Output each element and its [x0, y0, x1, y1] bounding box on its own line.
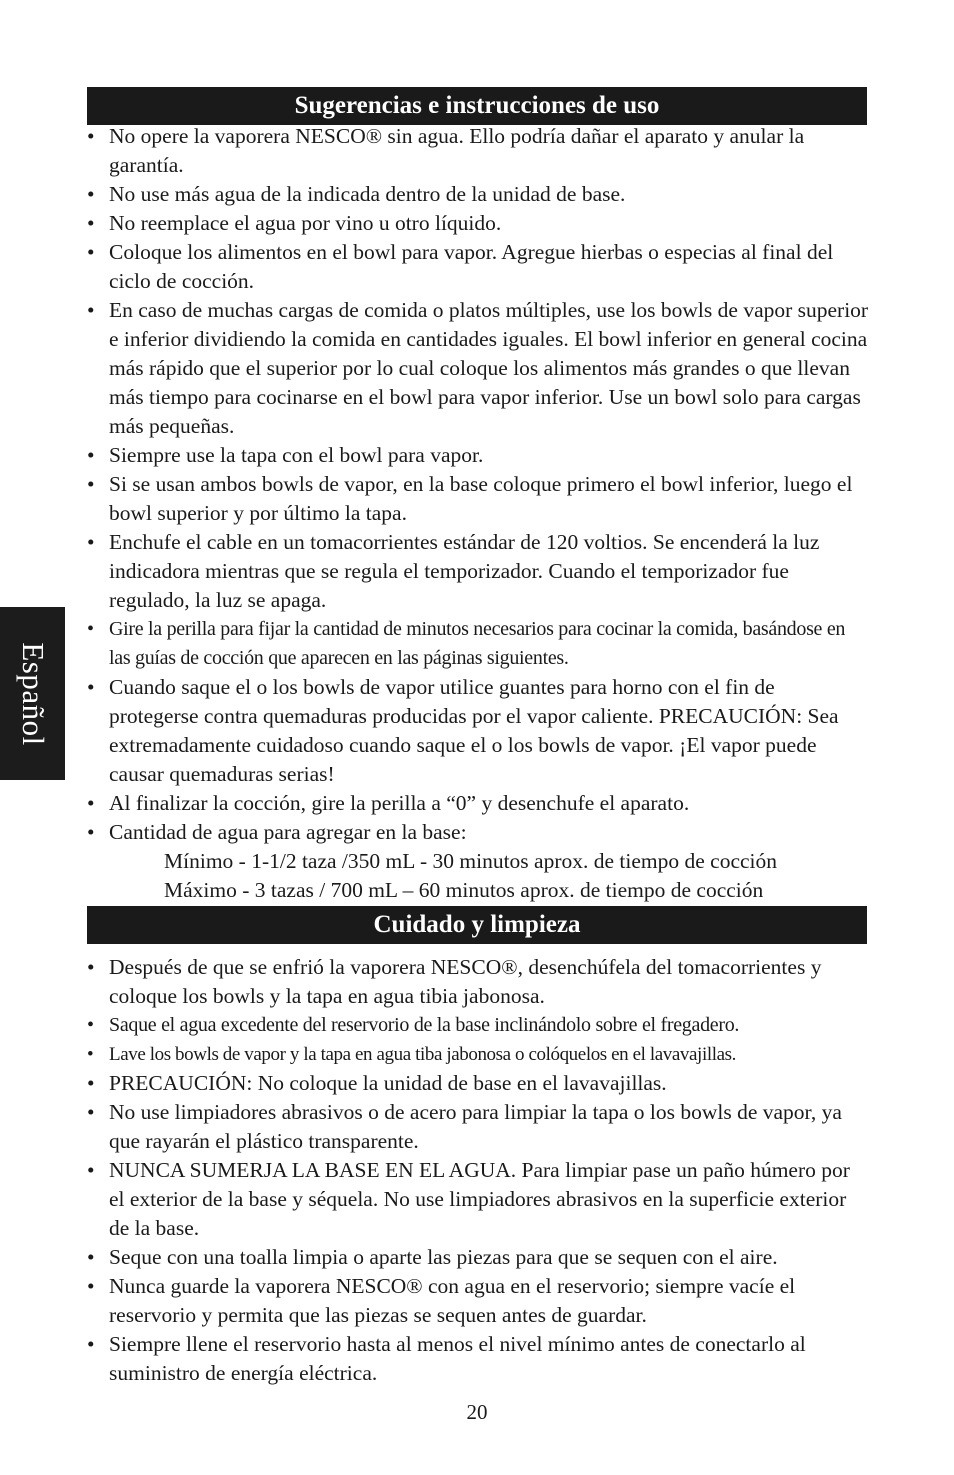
list-item: • Siempre llene el reservorio hasta al menos el nivel mínimo antes de conectarlo al suministro de energía eléctrica.	[87, 1330, 869, 1388]
list-item: • NUNCA SUMERJA LA BASE EN EL AGUA. Para limpiar pase un paño húmero por el exterior de la base y séquela. No use limpiadores abrasivos en la superficie exterior de la base.	[87, 1156, 869, 1243]
section-heading-care: Cuidado y limpieza	[87, 906, 867, 944]
list-item: • No use más agua de la indicada dentro de la unidad de base.	[87, 180, 869, 209]
list-item: • Seque con una toalla limpia o aparte las piezas para que se sequen con el aire.	[87, 1243, 869, 1272]
list-item: • Lave los bowls de vapor y la tapa en agua tiba jabonosa o colóquelos en el lavavajillas.	[87, 1040, 869, 1069]
usage-instructions-list	[87, 122, 869, 905]
list-item: • Saque el agua excedente del reservorio de la base inclinándolo sobre el fregadero.	[87, 1011, 869, 1040]
list-item: • PRECAUCIÓN: No coloque la unidad de base en el lavavajillas.	[87, 1069, 869, 1098]
list-item: • Siempre use la tapa con el bowl para vapor.	[87, 441, 869, 470]
water-max-line: Máximo - 3 tazas / 700 mL – 60 minutos aprox. de tiempo de cocción	[164, 878, 764, 902]
list-item: • Enchufe el cable en un tomacorrientes estándar de 120 voltios. Se encenderá la luz indicadora mientras que se regula el temporizador. Cuando el temporizador fue regulado, la luz se apaga.	[87, 528, 869, 615]
list-item: • Gire la perilla para fijar la cantidad de minutos necesarios para cocinar la comida, basándose en las guías de cocción que aparecen en las páginas siguientes.	[87, 615, 869, 673]
page-number: 20	[466, 1400, 488, 1424]
language-tab	[0, 607, 65, 780]
list-item: • Cuando saque el o los bowls de vapor utilice guantes para horno con el fin de protegerse contra quemaduras producidas por el vapor caliente. PRECAUCIÓN: Sea extremadamente cuidadoso cuando saque el o los bowls de vapor. ¡El vapor puede causar quemaduras serias!	[87, 673, 869, 789]
list-item: • No opere la vaporera NESCO® sin agua. Ello podría dañar el aparato y anular la garantía.	[87, 122, 869, 180]
list-item: • Después de que se enfrió la vaporera NESCO®, desenchúfela del tomacorrientes y coloque los bowls y la tapa en agua tibia jabonosa.	[87, 953, 869, 1011]
water-amount-item	[87, 818, 869, 905]
water-amount-label: Cantidad de agua para agregar en la base:	[109, 820, 467, 844]
list-item: • No reemplace el agua por vino u otro líquido.	[87, 209, 869, 238]
language-tab-label: Español	[15, 641, 51, 746]
list-item: • No use limpiadores abrasivos o de acero para limpiar la tapa o los bowls de vapor, ya que rayarán el plástico transparente.	[87, 1098, 869, 1156]
care-cleaning-list	[87, 953, 869, 1388]
list-item: • Si se usan ambos bowls de vapor, en la base coloque primero el bowl inferior, luego el bowl superior y por último la tapa.	[87, 470, 869, 528]
list-item: • En caso de muchas cargas de comida o platos múltiples, use los bowls de vapor superior e inferior dividiendo la comida en cantidades iguales. El bowl inferior en general cocina más rápido que el superior por lo cual coloque los alimentos más grandes o que llevan más tiempo para cocinarse en el bowl para vapor inferior. Use un bowl solo para cargas más pequeñas.	[87, 296, 869, 441]
list-item: • Coloque los alimentos en el bowl para vapor. Agregue hierbas o especias al final del ciclo de cocción.	[87, 238, 869, 296]
list-item: • Nunca guarde la vaporera NESCO® con agua en el reservorio; siempre vacíe el reservorio y permita que las piezas se sequen antes de guardar.	[87, 1272, 869, 1330]
section-heading-usage: Sugerencias e instrucciones de uso	[87, 87, 867, 125]
list-item: • Al finalizar la cocción, gire la perilla a “0” y desenchufe el aparato.	[87, 789, 869, 818]
water-min-line: Mínimo - 1-1/2 taza /350 mL - 30 minutos aprox. de tiempo de cocción	[164, 849, 778, 873]
